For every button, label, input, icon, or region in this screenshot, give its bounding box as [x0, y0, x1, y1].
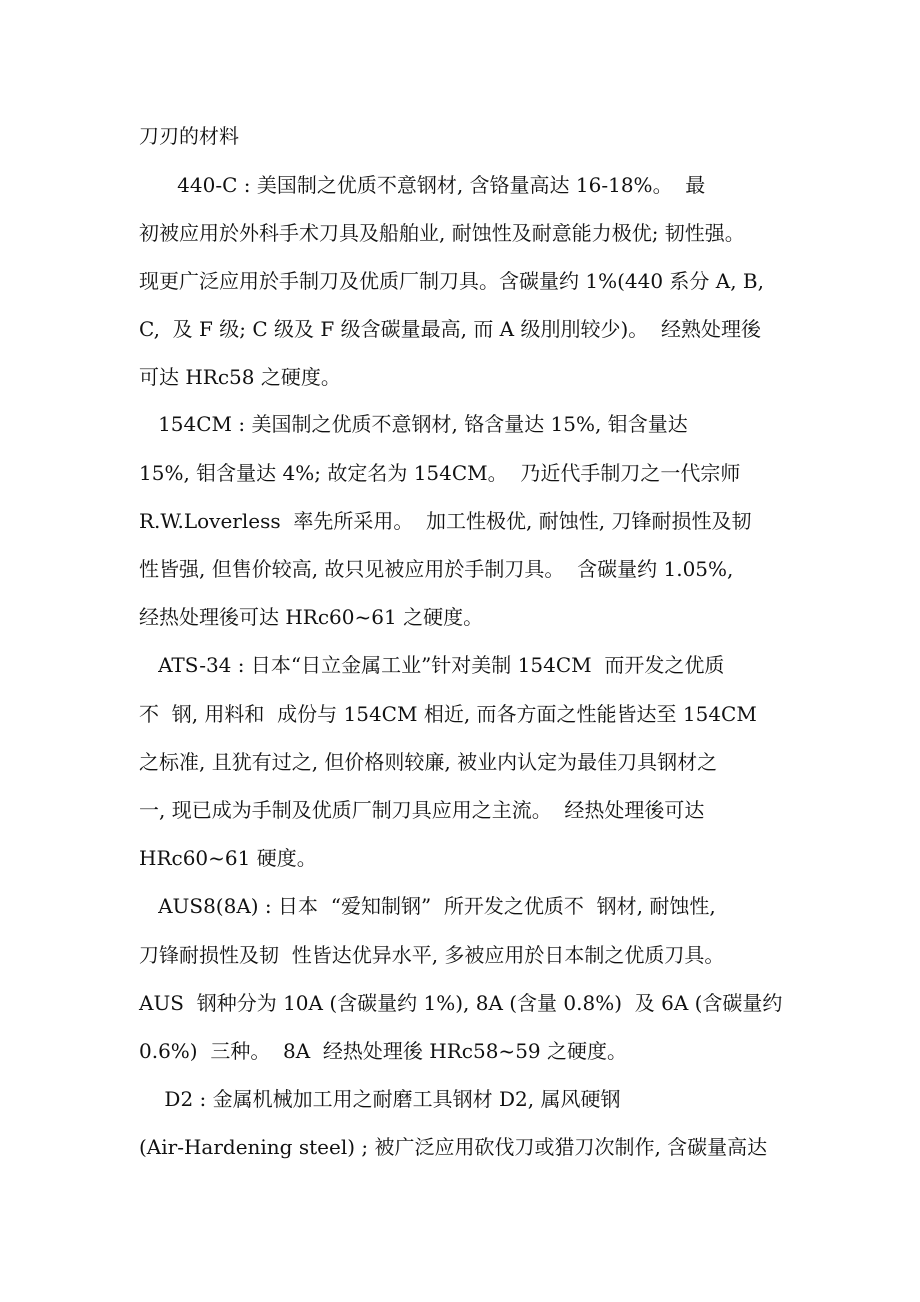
text-line: 不 钢, 用料和 成份与 154CM 相近, 而各方面之性能皆达至 154CM	[139, 702, 757, 726]
text-line: 现更广泛应用於手制刀及优质厂制刀具。含碳量约 1%(440 系分 A, B,	[139, 269, 764, 293]
text-line: ATS-34 : 日本“日立金属工业”针对美制 154CM 而开发之优质	[139, 653, 725, 677]
text-line: D2 : 金属机械加工用之耐磨工具钢材 D2, 属风硬钢	[139, 1087, 621, 1111]
text-line: C, 及 F 级; C 级及 F 级含碳量最高, 而 A 级刖刖较少)。 经熟处理後	[139, 317, 761, 341]
text-line: 经热处理後可达 HRc60~61 之硬度。	[139, 605, 484, 629]
document-heading: 刀刃的材料	[139, 124, 239, 148]
text-line: 15%, 钼含量达 4%; 故定名为 154CM。 乃近代手制刀之一代宗师	[139, 461, 741, 485]
text-line: 0.6%) 三种。 8A 经热处理後 HRc58~59 之硬度。	[139, 1039, 627, 1063]
text-line: AUS 钢种分为 10A (含碳量约 1%), 8A (含量 0.8%) 及 6A (含碳量约	[139, 991, 783, 1015]
text-line: (Air-Hardening steel) ; 被广泛应用砍伐刀或猎刀次制作, 含碳量高达	[139, 1135, 768, 1159]
text-line: HRc60~61 硬度。	[139, 846, 317, 870]
text-line: R.W.Loverless 率先所采用。 加工性极优, 耐蚀性, 刀锋耐损性及韧	[139, 509, 752, 533]
text-line: 可达 HRc58 之硬度。	[139, 365, 341, 389]
text-line: 之标准, 且犹有过之, 但价格则较廉, 被业内认定为最佳刀具钢材之	[139, 750, 718, 774]
text-line: 性皆强, 但售价较高, 故只见被应用於手制刀具。 含碳量约 1.05%,	[139, 557, 734, 581]
text-line: AUS8(8A) : 日本 “爱知制钢” 所开发之优质不 钢材, 耐蚀性,	[139, 894, 716, 918]
text-line: 初被应用於外科手术刀具及船舶业, 耐蚀性及耐意能力极优; 韧性强。	[139, 221, 745, 245]
text-line: 一, 现已成为手制及优质厂制刀具应用之主流。 经热处理後可达	[139, 798, 705, 822]
text-line: 刀锋耐损性及韧 性皆达优异水平, 多被应用於日本制之优质刀具。	[139, 943, 725, 967]
text-line: 154CM : 美国制之优质不意钢材, 铬含量达 15%, 钼含量达	[139, 412, 688, 436]
text-line: 440-C : 美国制之优质不意钢材, 含铬量高达 16-18%。 最	[139, 173, 706, 197]
